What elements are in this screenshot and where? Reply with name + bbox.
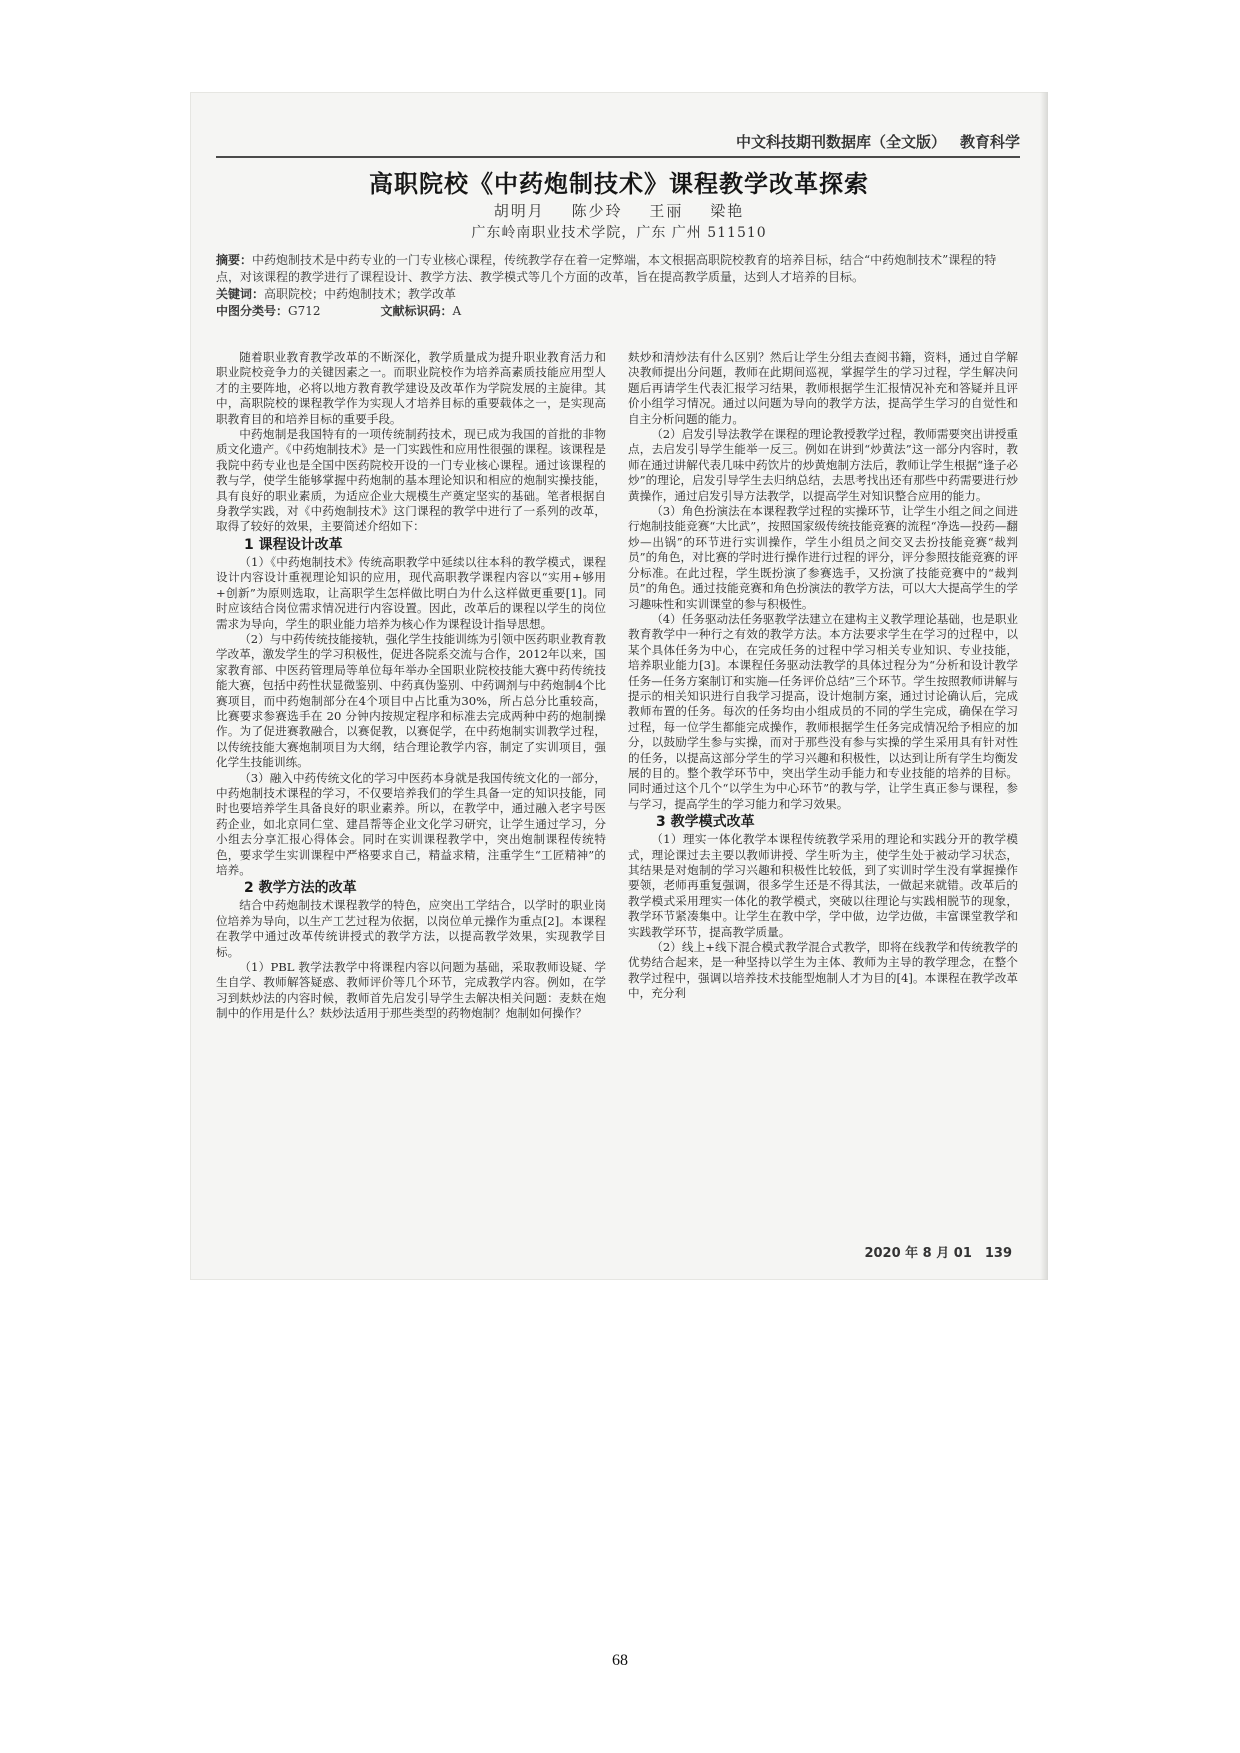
doc-code-value: A bbox=[452, 304, 462, 318]
database-name: 中文科技期刊数据库（全文版） bbox=[735, 133, 946, 151]
paragraph: （2）启发引导法教学在课程的理论教授教学过程，教师需要突出讲授重点，去启发引导学生能举一反三。例如在讲到“炒黄法”这一部分内容时，教师在通过讲解代表几味中药饮片的炒黄炮制方法后，教师让学生根据“逢子必炒”的理论，启发引导学生去归纳总结，去思考找出还有那些中药需要进行炒黄操作，通过启发引导方法教学，以提高学生对知识整合应用的能力。 bbox=[628, 427, 1018, 503]
abstract-text: 中药炮制技术是中药专业的一门专业核心课程，传统教学存在着一定弊端，本文根据高职院校教育的培养目标，结合“中药炮制技术”课程的特点，对该课程的教学进行了课程设计、教学方法、教学模式等几个方面的改革，旨在提高教学质量，达到人才培养的目标。 bbox=[216, 253, 997, 284]
section-heading: 1 课程设计改革 bbox=[244, 536, 343, 553]
paragraph: （2）线上+线下混合模式教学混合式教学，即将在线教学和传统教学的优势结合起来，是一种坚持以学生为主体、教师为主导的教学理念，在整个教学过程中，强调以培养技术技能型炮制人才为目的[4]。本课程在教学改革中，充分利 bbox=[628, 940, 1018, 1001]
keywords-label: 关键词： bbox=[216, 287, 265, 301]
paragraph: 麸炒和清炒法有什么区别？然后让学生分组去查阅书籍，资料，通过自学解决教师提出分问题，教师在此期间巡视，掌握学生的学习过程，学生解决问题后再请学生代表汇报学习结果，教师根据学生汇报情况补充和答疑并且评价小组学习情况。通过以问题为导向的教学方法，提高学生学习的自觉性和自主分析问题的能力。 bbox=[628, 350, 1018, 426]
abstract bbox=[216, 252, 1020, 286]
author-name: 陈少玲 bbox=[571, 202, 623, 220]
body-columns bbox=[216, 350, 1018, 1220]
paragraph: （3）融入中药传统文化的学习中医药本身就是我国传统文化的一部分，中药炮制技术课程的学习，不仅要培养我们的学生具备一定的知识技能，同时也要培养学生具备良好的职业素养。所以，在教学中，通过融入老字号医药企业，如北京同仁堂、建昌帮等企业文化学习研究，让学生通过学习，分小组去分享汇报心得体会。同时在实训课程教学中，突出炮制课程传统特色，要求学生实训课程中严格要求自己，精益求精，注重学生“工匠精神”的培养。 bbox=[216, 770, 606, 877]
affiliation: 广东岭南职业技术学院，广东 广州 511510 bbox=[471, 225, 767, 241]
paragraph: 中药炮制是我国特有的一项传统制药技术，现已成为我国的首批的非物质文化遗产。《中药炮制技术》是一门实践性和应用性很强的课程。该课程是我院中药专业也是全国中医药院校开设的一门专业核心课程。通过该课程的教与学，使学生能够掌握中药炮制的基本理论知识和相应的炮制实操技能，具有良好的职业素质，为适应企业大规模生产奠定坚实的基础。笔者根据自身教学实践，对《中药炮制技术》这门课程的教学中进行了一系列的改革，取得了较好的效果，主要简述介绍如下： bbox=[216, 427, 606, 534]
left-column bbox=[216, 350, 606, 1220]
paragraph: （1）PBL 教学法教学中将课程内容以问题为基础，采取教师设疑、学生自学、教师解答疑惑、教师评价等几个环节，完成教学内容。例如，在学习到麸炒法的内容时候，教师首先启发引导学生去解决相关问题：麦麸在炮制中的作用是什么？麸炒法适用于那些类型的药物炮制？炮制如何操作？ bbox=[216, 960, 606, 1021]
doc-code-label: 文献标识码： bbox=[380, 304, 453, 318]
abstract-block bbox=[216, 252, 1020, 320]
page-number: 68 bbox=[612, 1652, 628, 1669]
article-title: 高职院校《中药炮制技术》课程教学改革探索 bbox=[369, 169, 869, 198]
journal-header-text bbox=[736, 131, 1020, 152]
scanned-journal-page bbox=[190, 92, 1048, 1280]
paragraph: （1）理实一体化教学本课程传统教学采用的理论和实践分开的教学模式，理论课过去主要以教师讲授、学生听为主，使学生处于被动学习状态，其结果是对炮制的学习兴趣和积极性比较低，到了实训时学生没有掌握操作要领，老师再重复强调，很多学生还是不得其法，一做起来就错。改革后的教学模式采用理实一体化的教学模式，突破以往理论与实践相脱节的现象，教学环节紧凑集中。让学生在教中学，学中做，边学边做，丰富课堂教学和实践教学环节，提高教学质量。 bbox=[628, 832, 1018, 939]
author-name: 梁艳 bbox=[710, 202, 745, 220]
journal-footer: 2020 年 8 月 01 139 bbox=[864, 1246, 1012, 1261]
keywords-row bbox=[216, 286, 1020, 303]
paragraph: 随着职业教育教学改革的不断深化，教学质量成为提升职业教育活力和职业院校竞争力的关键因素之一。而职业院校作为培养高素质技能应用型人才的主要阵地，必将以地方教育教学建设及改革作为学院发展的主旋律。其中，高职院校的课程教学作为实现人才培养目标的重要载体之一，是实现高职教育目的和培养目标的重要手段。 bbox=[216, 350, 606, 426]
right-column bbox=[628, 350, 1018, 1220]
journal-header bbox=[216, 122, 1020, 158]
author-list bbox=[190, 200, 1048, 221]
paragraph: 结合中药炮制技术课程教学的特色，应突出工学结合，以学时的职业岗位培养为导向，以生产工艺过程为依据，以岗位单元操作为重点[2]。本课程在教学中通过改革传统讲授式的教学方法，以提高教学效果，实现教学目标。 bbox=[216, 898, 606, 959]
paragraph: （2）与中药传统技能接轨，强化学生技能训练为引领中医药职业教育教学改革，激发学生的学习积极性，促进各院系交流与合作，2012年以来，国家教育部、中医药管理局等单位每年举办全国职业院校技能大赛中药传统技能大赛，包括中药性状显微鉴别、中药真伪鉴别、中药调剂与中药炮制4个比赛项目，而中药炮制部分在4个项目中占比重为30%，所占总分比重较高，比赛要求参赛选手在 20 分钟内按规定程序和标准去完成两种中药的炮制操作。为了促进赛教融合，以赛促教，以赛促学，在中药炮制实训教学过程，以传统技能大赛炮制项目为大纲，结合理论教学内容，制定了实训项目，强化学生技能训练。 bbox=[216, 631, 606, 770]
author-name: 王丽 bbox=[649, 202, 684, 220]
journal-category: 教育科学 bbox=[959, 133, 1020, 151]
abstract-label: 摘要： bbox=[216, 253, 253, 267]
paragraph: （1）《中药炮制技术》传统高职教学中延续以往本科的教学模式，课程设计内容设计重视理论知识的应用，现代高职教学课程内容以“实用+够用+创新”为原则选取，让高职学生怎样做比明白为什么这样做更重要[1]。同时应该结合岗位需求情况进行内容设置。因此，改革后的课程以学生的岗位需求为导向，学生的职业能力培养为核心作为课程设计指导思想。 bbox=[216, 554, 606, 631]
clc-label: 中图分类号： bbox=[216, 304, 289, 318]
keywords-text: 高职院校；中药炮制技术；教学改革 bbox=[264, 287, 457, 301]
paragraph: （3）角色扮演法在本课程教学过程的实操环节，让学生小组之间之间进行炮制技能竞赛“大比武”，按照国家级传统技能竞赛的流程“净选—投药—翻炒—出锅”的环节进行实训操作，学生小组员之间交叉去扮技能竞赛“裁判员”的角色，对比赛的学时进行操作进行过程的评分，评分参照技能竞赛的评分标准。在此过程，学生既扮演了参赛选手，又扮演了技能竞赛中的“裁判员”的角色。通过技能竞赛和角色扮演法的教学方法，可以大大提高学生的学习趣味性和实训课堂的参与积极性。 bbox=[628, 504, 1018, 611]
section-heading: 3 教学模式改革 bbox=[656, 814, 755, 831]
classification-row bbox=[216, 303, 1020, 320]
section-heading: 2 教学方法的改革 bbox=[244, 880, 357, 897]
clc-value: G712 bbox=[288, 304, 321, 318]
paragraph: （4）任务驱动法任务驱教学法建立在建构主义教学理论基础，也是职业教育教学中一种行之有效的教学方法。本方法要求学生在学习的过程中，以某个具体任务为中心，在完成任务的过程中学习相关专业知识、专业技能，培养职业能力[3]。本课程任务驱动法教学的具体过程分为“分析和设计教学任务—任务方案制订和实施—任务评价总结”三个环节。学生按照教师讲解与提示的相关知识进行自我学习提高，设计炮制方案，通过讨论确认后，完成教师布置的任务。每次的任务均由小组成员的不同的学生完成，确保在学习过程，每一位学生都能完成操作，教师根据学生任务完成情况给予相应的加分，以鼓励学生参与实操，而对于那些没有参与实操的学生采用具有针对性的任务，以提高这部分学生的学习兴趣和积极性，以达到让所有学生均衡发展的目的。整个教学环节中，突出学生动手能力和专业技能的培养的目标。同时通过这个几个“以学生为中心环节”的教与学，让学生真正参与课程，参与学习，提高学生的学习能力和学习效果。 bbox=[628, 611, 1018, 811]
author-name: 胡明月 bbox=[493, 202, 545, 220]
